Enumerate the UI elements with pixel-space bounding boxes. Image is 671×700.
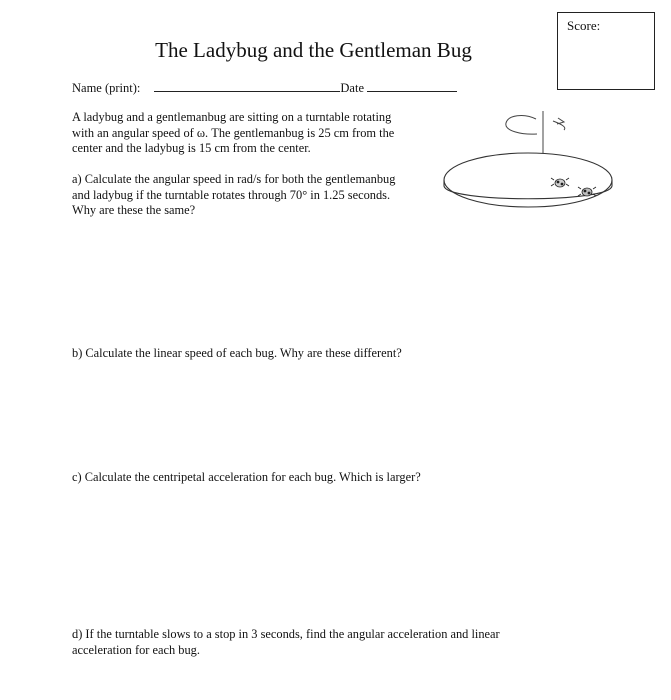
name-blank[interactable] [154, 80, 340, 92]
question-c-line: c) Calculate the centripetal acceleration for each bug. Which is larger? [72, 470, 421, 484]
date-label: Date [340, 81, 364, 95]
intro-line: with an angular speed of ω. The gentlemanbug is 25 cm from the [72, 125, 395, 140]
question-c [72, 470, 552, 486]
name-date-row [72, 80, 457, 96]
question-a-line: and ladybug if the turntable rotates through 70° in 1.25 seconds. [72, 187, 391, 202]
question-d [72, 627, 572, 658]
turntable-icon [444, 153, 612, 207]
intro-paragraph [72, 110, 442, 157]
question-a-line: a) Calculate the angular speed in rad/s for both the gentlemanbug [72, 172, 396, 186]
score-label: Score: [567, 18, 601, 33]
question-b [72, 346, 552, 362]
intro-line: center and the ladybug is 15 cm from the center. [72, 141, 311, 155]
question-b-line: b) Calculate the linear speed of each bug. Why are these different? [72, 346, 402, 360]
date-blank[interactable] [367, 80, 457, 92]
intro-line: A ladybug and a gentlemanbug are sitting on a turntable rotating [72, 110, 392, 124]
page-title: The Ladybug and the Gentleman Bug [155, 38, 472, 62]
name-label: Name (print): [72, 81, 141, 95]
turntable-figure [440, 108, 620, 220]
question-a [72, 172, 442, 219]
rotation-arrow-icon [506, 116, 565, 135]
question-a-line: Why are these the same? [72, 203, 196, 217]
question-d-line: d) If the turntable slows to a stop in 3 seconds, find the angular acceleration and linear [72, 627, 500, 641]
question-d-line: acceleration for each bug. [72, 642, 200, 657]
